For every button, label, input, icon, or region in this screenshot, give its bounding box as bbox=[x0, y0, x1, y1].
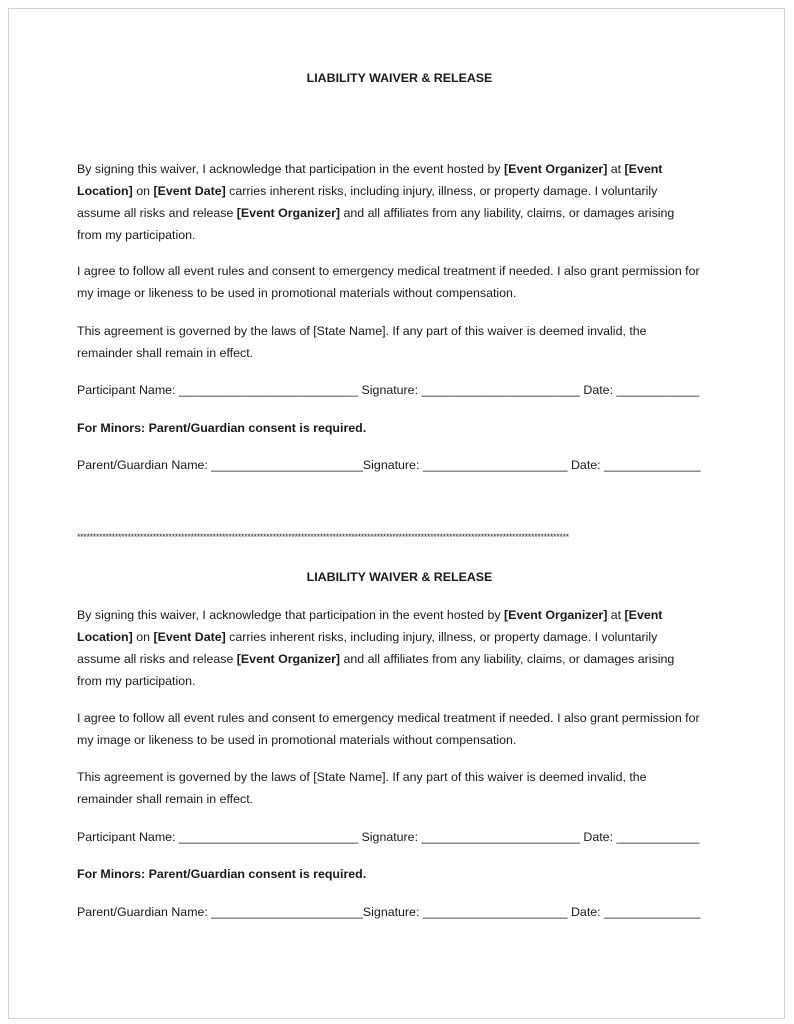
participant-signature-line: Participant Name: __________________________ Signature: _______________________ Date: ____________ bbox=[77, 383, 700, 397]
paragraph-3-line bbox=[77, 791, 253, 807]
paragraph-2-line bbox=[77, 263, 700, 279]
placeholder-field: [Event Organizer] bbox=[236, 652, 341, 666]
text-run: and all affiliates from any liability, claims, or damages arising bbox=[340, 206, 675, 220]
text-run: By signing this waiver, I acknowledge that participation in the event hosted by bbox=[77, 162, 505, 176]
text-run: remainder shall remain in effect. bbox=[77, 792, 254, 806]
text-run: and all affiliates from any liability, claims, or damages arising bbox=[340, 652, 675, 666]
text-run: from my participation. bbox=[77, 674, 196, 688]
placeholder-field: [Event Date] bbox=[153, 630, 226, 644]
text-run: on bbox=[132, 630, 154, 644]
placeholder-field: [Event Organizer] bbox=[504, 608, 608, 622]
text-run: carries inherent risks, including injury, illness, or property damage. I voluntarily bbox=[225, 630, 658, 644]
text-run: By signing this waiver, I acknowledge that participation in the event hosted by bbox=[77, 608, 505, 622]
paragraph-3-line bbox=[77, 345, 253, 361]
waiver-title: LIABILITY WAIVER & RELEASE bbox=[306, 570, 493, 584]
cut-separator: ************************************************************************************************************************************************************ bbox=[77, 532, 569, 542]
text-run: I agree to follow all event rules and consent to emergency medical treatment if needed. I also grant permission for bbox=[77, 711, 700, 725]
text-run: assume all risks and release bbox=[77, 206, 237, 220]
paragraph-1-line bbox=[77, 607, 662, 623]
paragraph-2-line bbox=[77, 710, 700, 726]
placeholder-field: [Event bbox=[624, 608, 663, 622]
text-run: remainder shall remain in effect. bbox=[77, 346, 254, 360]
text-run: This agreement is governed by the laws of [State Name]. If any part of this waiver is deemed invalid, the bbox=[77, 324, 647, 338]
placeholder-field: Location] bbox=[77, 184, 133, 198]
paragraph-1-line bbox=[77, 227, 195, 243]
paragraph-3-line bbox=[77, 323, 647, 339]
placeholder-field: [Event Organizer] bbox=[504, 162, 608, 176]
paragraph-1-line bbox=[77, 205, 674, 221]
guardian-signature-line: Parent/Guardian Name: ______________________Signature: _____________________ Date: ______________ bbox=[77, 458, 701, 472]
text-run: my image or likeness to be used in promotional materials without compensation. bbox=[77, 733, 517, 747]
text-run: at bbox=[607, 608, 625, 622]
paragraph-2-line bbox=[77, 732, 516, 748]
text-run: carries inherent risks, including injury, illness, or property damage. I voluntarily bbox=[225, 184, 658, 198]
text-run: on bbox=[132, 184, 154, 198]
paragraph-2-line bbox=[77, 285, 516, 301]
placeholder-field: [Event Organizer] bbox=[236, 206, 341, 220]
placeholder-field: Location] bbox=[77, 630, 133, 644]
minors-note: For Minors: Parent/Guardian consent is required. bbox=[77, 867, 367, 881]
placeholder-field: [Event bbox=[624, 162, 663, 176]
paragraph-1-line bbox=[77, 629, 657, 645]
text-run: from my participation. bbox=[77, 228, 196, 242]
paragraph-1-line bbox=[77, 183, 657, 199]
participant-signature-line: Participant Name: __________________________ Signature: _______________________ Date: ____________ bbox=[77, 830, 700, 844]
text-run: I agree to follow all event rules and consent to emergency medical treatment if needed. I also grant permission for bbox=[77, 264, 700, 278]
minors-note: For Minors: Parent/Guardian consent is required. bbox=[77, 421, 367, 435]
paragraph-1-line bbox=[77, 161, 662, 177]
text-run: assume all risks and release bbox=[77, 652, 237, 666]
paragraph-1-line bbox=[77, 673, 195, 689]
waiver-title: LIABILITY WAIVER & RELEASE bbox=[306, 71, 493, 85]
text-run: my image or likeness to be used in promotional materials without compensation. bbox=[77, 286, 517, 300]
paragraph-3-line bbox=[77, 769, 647, 785]
guardian-signature-line: Parent/Guardian Name: ______________________Signature: _____________________ Date: ______________ bbox=[77, 905, 701, 919]
paragraph-1-line bbox=[77, 651, 674, 667]
text-run: at bbox=[607, 162, 625, 176]
placeholder-field: [Event Date] bbox=[153, 184, 226, 198]
text-run: This agreement is governed by the laws of [State Name]. If any part of this waiver is deemed invalid, the bbox=[77, 770, 647, 784]
